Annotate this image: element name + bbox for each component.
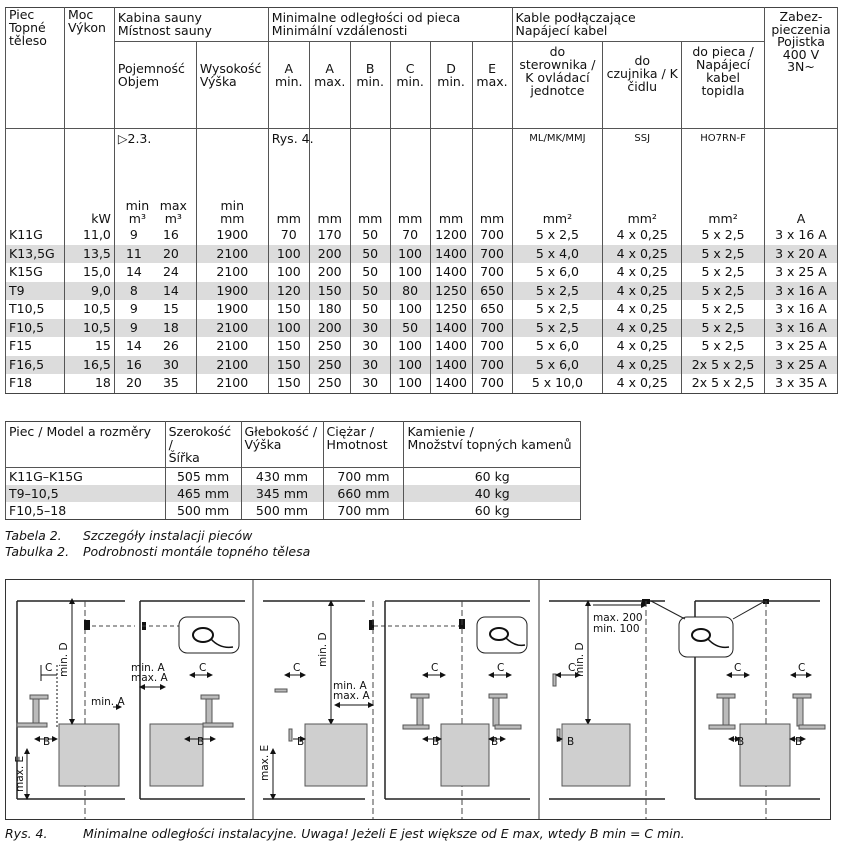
t2-stones-header: Kamienie / Množství topných kamenů bbox=[404, 422, 581, 468]
table-cell: 9,0 bbox=[64, 282, 114, 301]
table-cell: 4 x 0,25 bbox=[603, 282, 682, 301]
table-cell: 5 x 2,5 bbox=[682, 300, 765, 319]
table-cell: 650 bbox=[472, 300, 512, 319]
table-row bbox=[6, 282, 838, 301]
table-cell: 1900 bbox=[196, 282, 268, 301]
unit-height: min mm bbox=[196, 129, 268, 227]
label-c: C bbox=[497, 662, 505, 674]
table-cell: 170 bbox=[309, 226, 350, 245]
table-caption-pl bbox=[5, 528, 252, 543]
label-min-100: min. 100 bbox=[593, 623, 640, 635]
table-cell: 100 bbox=[390, 337, 430, 356]
table-cell: 5 x 2,5 bbox=[512, 319, 603, 338]
table-row bbox=[6, 263, 838, 282]
vol-max-value: 15 bbox=[162, 301, 179, 317]
table-cell: 4 x 0,25 bbox=[603, 337, 682, 356]
label-b: B bbox=[491, 736, 499, 748]
heater-side bbox=[150, 724, 203, 786]
vol-min-value: 16 bbox=[125, 356, 142, 372]
cable-sensor-type: SSJ bbox=[634, 133, 651, 144]
table-cell: 70 bbox=[390, 226, 430, 245]
unit-cmin: mm bbox=[390, 129, 430, 227]
t2-width-header: Szerokość / Šířka bbox=[165, 422, 241, 468]
table-cell: 5 x 2,5 bbox=[512, 282, 603, 301]
caption-label: Tabela 2. bbox=[5, 528, 62, 543]
table-cell: 5 x 2,5 bbox=[682, 245, 765, 264]
table-cell: 150 bbox=[268, 337, 309, 356]
cable-heater-type: HO7RN-F bbox=[700, 133, 746, 144]
col-distances-header: Minimalne odległości od pieca Minimální vzdálenosti bbox=[268, 8, 512, 42]
table-cell bbox=[114, 282, 196, 301]
unit-emax: mm bbox=[472, 129, 512, 227]
table-cell: 5 x 2,5 bbox=[682, 337, 765, 356]
table-cell: 700 bbox=[472, 245, 512, 264]
label-c: C bbox=[798, 662, 806, 674]
table-cell: 2100 bbox=[196, 245, 268, 264]
table-cell: 50 bbox=[390, 319, 430, 338]
vol-min-value: 9 bbox=[129, 227, 138, 243]
table-cell: 4 x 0,25 bbox=[603, 245, 682, 264]
vol-max-value: 30 bbox=[162, 356, 179, 372]
table-cell: 50 bbox=[350, 245, 390, 264]
table-cell: 120 bbox=[268, 282, 309, 301]
col-cable-sensor-header: do czujnika / K čidlu bbox=[603, 42, 682, 129]
col-height-header: Wysokość Výška bbox=[196, 42, 268, 129]
table-cell: 200 bbox=[309, 319, 350, 338]
table-cell: 2100 bbox=[196, 319, 268, 338]
table-cell: 100 bbox=[268, 319, 309, 338]
table-cell: 50 bbox=[350, 263, 390, 282]
unit-cable-ctrl bbox=[512, 129, 603, 227]
table-cell: F16,5 bbox=[6, 356, 65, 375]
table-cell: 11,0 bbox=[64, 226, 114, 245]
table-cell: 4 x 0,25 bbox=[603, 374, 682, 393]
col-amax-header: A max. bbox=[309, 42, 350, 129]
label-max-a: max. A bbox=[131, 672, 168, 684]
table-row bbox=[6, 502, 581, 520]
table-cell: 50 bbox=[350, 300, 390, 319]
table-cell: 2100 bbox=[196, 263, 268, 282]
table-cell: 250 bbox=[309, 337, 350, 356]
table-cell: 100 bbox=[390, 263, 430, 282]
table-cell: K11G–K15G bbox=[6, 468, 166, 486]
installation-diagram bbox=[5, 579, 835, 821]
table-cell: 100 bbox=[390, 374, 430, 393]
table-cell: 1200 bbox=[430, 226, 472, 245]
table-row bbox=[6, 468, 581, 486]
table-cell: 3 x 35 A bbox=[764, 374, 837, 393]
table-cell: 150 bbox=[309, 282, 350, 301]
figure-caption bbox=[5, 826, 685, 841]
t2-model-header: Piec / Model a rozměry bbox=[6, 422, 166, 468]
table-cell: 3 x 20 A bbox=[764, 245, 837, 264]
unit-mm2: mm² bbox=[627, 211, 657, 226]
table-cell: 5 x 6,0 bbox=[512, 356, 603, 375]
table-cell: 1400 bbox=[430, 337, 472, 356]
unit-mm: mm bbox=[276, 211, 301, 226]
table-cell: 500 mm bbox=[241, 502, 323, 520]
label-b: B bbox=[432, 736, 440, 748]
table-cell: 250 bbox=[309, 356, 350, 375]
table-cell: 1400 bbox=[430, 245, 472, 264]
table-cell bbox=[114, 263, 196, 282]
table-cell: 100 bbox=[268, 245, 309, 264]
table-cell: T9–10,5 bbox=[6, 485, 166, 502]
col-fuse-header: Zabez- pieczenia Pojistka 400 V 3N~ bbox=[764, 8, 837, 129]
table-cell: 505 mm bbox=[165, 468, 241, 486]
table-cell: 15,0 bbox=[64, 263, 114, 282]
table-cell: 150 bbox=[268, 356, 309, 375]
table-cell: 700 bbox=[472, 263, 512, 282]
caption-text: Szczegóły instalacji pieców bbox=[83, 528, 253, 543]
table-cell: 5 x 2,5 bbox=[682, 282, 765, 301]
col-volume-header: Pojemność Objem bbox=[114, 42, 196, 129]
table-cell: 3 x 25 A bbox=[764, 356, 837, 375]
table-cell: 700 bbox=[472, 319, 512, 338]
vol-max-value: 14 bbox=[162, 282, 179, 298]
caption-text: Podrobnosti montále topného tělesa bbox=[83, 544, 311, 559]
table-cell: 150 bbox=[268, 300, 309, 319]
table-cell: 100 bbox=[390, 245, 430, 264]
table-cell: F10,5–18 bbox=[6, 502, 166, 520]
table-cell: 5 x 10,0 bbox=[512, 374, 603, 393]
col-power-header: Moc Výkon bbox=[64, 8, 114, 129]
vol-max-value: 18 bbox=[162, 319, 179, 335]
table-cell: 50 bbox=[350, 282, 390, 301]
col-heater-header: Piec Topné těleso bbox=[6, 8, 65, 129]
label-min-d: min. D bbox=[58, 642, 70, 677]
col-cables-header: Kable podłączające Napájecí kabel bbox=[512, 8, 764, 42]
table-cell: 2100 bbox=[196, 337, 268, 356]
table-cell: 5 x 2,5 bbox=[682, 319, 765, 338]
table-cell: 660 mm bbox=[323, 485, 404, 502]
table-cell: 345 mm bbox=[241, 485, 323, 502]
label-min-a: min. A bbox=[131, 662, 165, 674]
cable-ctrl-type: ML/MK/MMJ bbox=[529, 133, 586, 144]
table-cell: 1900 bbox=[196, 300, 268, 319]
vol-min-value: 20 bbox=[125, 375, 142, 391]
label-min-a: min. A bbox=[333, 680, 367, 692]
table-cell: 100 bbox=[390, 300, 430, 319]
table-cell: 1250 bbox=[430, 282, 472, 301]
table-cell: 100 bbox=[390, 356, 430, 375]
table-cell: K13,5G bbox=[6, 245, 65, 264]
table-cell: 3 x 16 A bbox=[764, 282, 837, 301]
table-cell: 60 kg bbox=[404, 468, 581, 486]
table-cell: 4 x 0,25 bbox=[603, 356, 682, 375]
unit-cable-sensor bbox=[603, 129, 682, 227]
table-cell: 4 x 0,25 bbox=[603, 226, 682, 245]
label-c: C bbox=[431, 662, 439, 674]
table-cell: 5 x 2,5 bbox=[682, 263, 765, 282]
table-cell bbox=[114, 319, 196, 338]
table-cell: 10,5 bbox=[64, 319, 114, 338]
label-max-200: max. 200 bbox=[593, 612, 643, 624]
vol-min-value: 9 bbox=[129, 301, 138, 317]
table-cell: 1400 bbox=[430, 319, 472, 338]
heater-front bbox=[59, 724, 119, 786]
table-cell: F18 bbox=[6, 374, 65, 393]
table-row bbox=[6, 374, 838, 393]
table-cell: 5 x 6,0 bbox=[512, 263, 603, 282]
table-cell: T10,5 bbox=[6, 300, 65, 319]
unit-vol-max-text: max m³ bbox=[159, 198, 187, 226]
heater-front bbox=[305, 724, 367, 786]
table-cell: 5 x 2,5 bbox=[682, 226, 765, 245]
col-dmin-header: D min. bbox=[430, 42, 472, 129]
unit-amax: mm bbox=[309, 129, 350, 227]
table-cell: 700 bbox=[472, 337, 512, 356]
table-cell: 50 bbox=[350, 226, 390, 245]
table-cell: 5 x 6,0 bbox=[512, 337, 603, 356]
dimensions-table bbox=[5, 421, 581, 520]
unit-dmin: mm bbox=[430, 129, 472, 227]
table-cell: 1900 bbox=[196, 226, 268, 245]
table-cell: 700 bbox=[472, 356, 512, 375]
blank-cell bbox=[6, 129, 65, 227]
table-cell: 3 x 25 A bbox=[764, 263, 837, 282]
unit-bmin: mm bbox=[350, 129, 390, 227]
table-cell: 700 mm bbox=[323, 502, 404, 520]
table-cell: 180 bbox=[309, 300, 350, 319]
vol-min-value: 14 bbox=[125, 338, 142, 354]
table-row bbox=[6, 319, 838, 338]
label-b: B bbox=[737, 736, 745, 748]
label-c: C bbox=[568, 662, 576, 674]
label-b: B bbox=[567, 736, 575, 748]
heater-side bbox=[441, 724, 489, 786]
table-cell: 250 bbox=[309, 374, 350, 393]
table-cell: 70 bbox=[268, 226, 309, 245]
label-min-d: min. D bbox=[317, 632, 329, 667]
table-row bbox=[6, 226, 838, 245]
table-cell: 2x 5 x 2,5 bbox=[682, 374, 765, 393]
table-cell: 5 x 2,5 bbox=[512, 226, 603, 245]
table-cell: 5 x 4,0 bbox=[512, 245, 603, 264]
caption-text: Minimalne odległości instalacyjne. Uwaga! Jeżeli E jest większe od E max, wtedy B min = C min. bbox=[83, 826, 685, 841]
col-cable-ctrl-header: do sterownika / K ovládací jednotce bbox=[512, 42, 603, 129]
label-min-d: min. D bbox=[574, 642, 586, 677]
unit-amin bbox=[268, 129, 314, 227]
table-cell bbox=[114, 374, 196, 393]
vol-max-value: 20 bbox=[162, 245, 179, 261]
table-cell: 150 bbox=[268, 374, 309, 393]
heater-front bbox=[562, 724, 630, 786]
label-c: C bbox=[734, 662, 742, 674]
table-cell: 80 bbox=[390, 282, 430, 301]
installation-table bbox=[5, 7, 838, 394]
table-cell: 1400 bbox=[430, 356, 472, 375]
unit-mm2: mm² bbox=[708, 211, 738, 226]
table-cell: 3 x 25 A bbox=[764, 337, 837, 356]
table-cell: 200 bbox=[309, 263, 350, 282]
table-cell: 30 bbox=[350, 374, 390, 393]
label-max-a: max. A bbox=[333, 690, 370, 702]
table-cell: 1250 bbox=[430, 300, 472, 319]
label-max-e: max. E bbox=[14, 755, 26, 792]
table-cell: K15G bbox=[6, 263, 65, 282]
label-c: C bbox=[199, 662, 207, 674]
caption-label: Rys. 4. bbox=[5, 826, 48, 841]
table-cell: 30 bbox=[350, 356, 390, 375]
table-cell: 40 kg bbox=[404, 485, 581, 502]
table-cell: 4 x 0,25 bbox=[603, 300, 682, 319]
table-cell: 4 x 0,25 bbox=[603, 263, 682, 282]
label-min-a: min. A bbox=[91, 696, 125, 708]
table-cell bbox=[114, 356, 196, 375]
table-cell: 500 mm bbox=[165, 502, 241, 520]
table-cell: 700 bbox=[472, 374, 512, 393]
table-cell: 100 bbox=[268, 263, 309, 282]
vol-min-value: 8 bbox=[129, 282, 138, 298]
label-c: C bbox=[293, 662, 301, 674]
heater-side bbox=[740, 724, 790, 786]
table-cell: 2100 bbox=[196, 356, 268, 375]
col-amin-header: A min. bbox=[268, 42, 309, 129]
table-cell: 30 bbox=[350, 337, 390, 356]
vol-max-value: 16 bbox=[162, 227, 179, 243]
table-cell: 1400 bbox=[430, 263, 472, 282]
vol-max-value: 35 bbox=[162, 375, 179, 391]
table-cell bbox=[114, 245, 196, 264]
col-cable-heater-header: do pieca / Napájecí kabel topidla bbox=[682, 42, 765, 129]
label-b: B bbox=[43, 736, 51, 748]
table-cell: 650 bbox=[472, 282, 512, 301]
table-cell: 13,5 bbox=[64, 245, 114, 264]
dist-ref: Rys. 4. bbox=[271, 131, 314, 146]
table-cell: 700 mm bbox=[323, 468, 404, 486]
table-row bbox=[6, 337, 838, 356]
table-cell: 16,5 bbox=[64, 356, 114, 375]
unit-vol-min-text: min m³ bbox=[125, 198, 150, 226]
table-cell: F15 bbox=[6, 337, 65, 356]
t2-depth-header: Głebokość / Výška bbox=[241, 422, 323, 468]
vol-min-value: 9 bbox=[129, 319, 138, 335]
unit-fuse: A bbox=[764, 129, 837, 227]
table-cell: F10,5 bbox=[6, 319, 65, 338]
table-cell bbox=[114, 300, 196, 319]
vol-min-value: 11 bbox=[125, 245, 142, 261]
table-row bbox=[6, 485, 581, 502]
table-cell: 3 x 16 A bbox=[764, 319, 837, 338]
volume-ref: ▷2.3. bbox=[117, 131, 152, 146]
col-cabin-header: Kabina sauny Místnost sauny bbox=[114, 8, 268, 42]
unit-cable-heater bbox=[682, 129, 765, 227]
table-cell: T9 bbox=[6, 282, 65, 301]
table-cell: 18 bbox=[64, 374, 114, 393]
table-row bbox=[6, 245, 838, 264]
col-cmin-header: C min. bbox=[390, 42, 430, 129]
vol-min-value: 14 bbox=[125, 264, 142, 280]
table-row bbox=[6, 300, 838, 319]
t2-weight-header: Ciężar / Hmotnost bbox=[323, 422, 404, 468]
table-cell: 10,5 bbox=[64, 300, 114, 319]
table-cell: 4 x 0,25 bbox=[603, 319, 682, 338]
table-caption-cz bbox=[5, 544, 310, 559]
sensor-icon bbox=[84, 620, 90, 630]
unit-power: kW bbox=[64, 129, 114, 227]
table-cell: 2100 bbox=[196, 374, 268, 393]
col-emax-header: E max. bbox=[472, 42, 512, 129]
table-cell: 15 bbox=[64, 337, 114, 356]
table-cell: 30 bbox=[350, 319, 390, 338]
caption-label: Tabulka 2. bbox=[5, 544, 70, 559]
table-cell: 465 mm bbox=[165, 485, 241, 502]
table-cell: 200 bbox=[309, 245, 350, 264]
label-max-e: max. E bbox=[259, 744, 271, 781]
table-cell: 700 bbox=[472, 226, 512, 245]
vol-max-value: 24 bbox=[162, 264, 179, 280]
table-cell bbox=[114, 226, 196, 245]
table-cell bbox=[114, 337, 196, 356]
table-cell: 1400 bbox=[430, 374, 472, 393]
table-cell: 60 kg bbox=[404, 502, 581, 520]
table-row bbox=[6, 356, 838, 375]
label-b: B bbox=[197, 736, 205, 748]
label-b: B bbox=[297, 736, 305, 748]
unit-mm2: mm² bbox=[542, 211, 573, 226]
label-b: B bbox=[795, 736, 803, 748]
col-bmin-header: B min. bbox=[350, 42, 390, 129]
label-c: C bbox=[45, 662, 53, 674]
vol-max-value: 26 bbox=[162, 338, 179, 354]
table-cell: 2x 5 x 2,5 bbox=[682, 356, 765, 375]
table-cell: 3 x 16 A bbox=[764, 226, 837, 245]
table-cell: K11G bbox=[6, 226, 65, 245]
table-cell: 430 mm bbox=[241, 468, 323, 486]
table-cell: 3 x 16 A bbox=[764, 300, 837, 319]
unit-vol-min bbox=[114, 129, 196, 227]
table-cell: 5 x 2,5 bbox=[512, 300, 603, 319]
